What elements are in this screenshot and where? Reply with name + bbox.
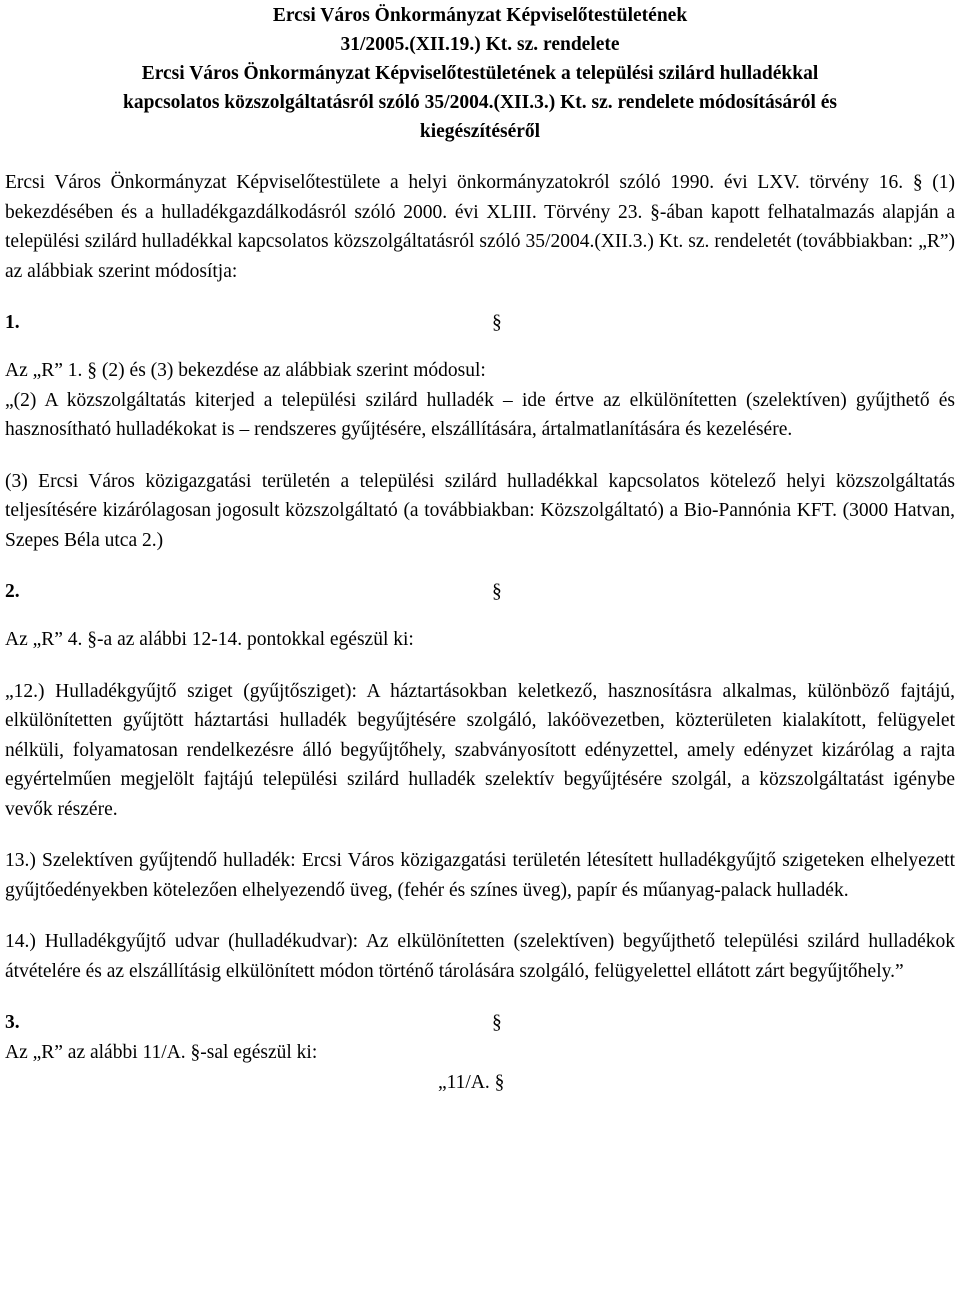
document-page	[5, 0, 955, 1098]
section-1-heading	[5, 308, 955, 338]
section-number: 2.	[5, 581, 20, 602]
title-line: 31/2005.(XII.19.) Kt. sz. rendelete	[340, 34, 620, 55]
amendment-paragraph: 13.) Szelektíven gyűjtendő hulladék: Ercsi Város közigazgatási területén létesített hulladékgyűjtő szigeteken elhelyezett gyűjtőedényekben kötelezően elhelyezendő üveg, (fehér és színes üveg), papír és műanyag-palack hulladék.	[5, 850, 955, 901]
section-lead: Az „R” 1. § (2) és (3) bekezdése az alábbiak szerint módosul:	[5, 360, 486, 381]
section-sign: §	[492, 1012, 502, 1033]
section-lead: Az „R” 4. §-a az alábbi 12-14. pontokkal egészül ki:	[5, 629, 414, 650]
amendment-paragraph: „12.) Hulladékgyűjtő sziget (gyűjtősziget): A háztartásokban keletkező, hasznosításra alkalmas, különböző fajtájú, elkülönítetten gyűjtött háztartási hulladék begyűjtésére szolgáló, lakóövezetben, közterületen kialakított, felügyelet nélküli, folyamatosan rendelkezésre álló begyűjtőhely, szabványosított edényzettel, amely edényzet kizárólag a rajta egyértelműen megjelölt fajtájú települési szilárd hulladék szelektív begyűjtésére szolgál, a közszolgáltatást igénybe vevők részére.	[5, 680, 955, 820]
section-number: 1.	[5, 312, 20, 333]
section-sign: §	[492, 581, 502, 602]
section-2-heading	[5, 577, 955, 607]
amendment-paragraph: (3) Ercsi Város közigazgatási területén a települési szilárd hulladékkal kapcsolatos kötelező helyi közszolgáltatás teljesítésére kizárólagosan jogosult közszolgáltató (a továbbiakban: Közszolgáltató) a Bio-Pannónia KFT. (3000 Hatvan, Szepes Béla utca 2.)	[5, 470, 955, 551]
amendment-paragraph: „(2) A közszolgáltatás kiterjed a települési szilárd hulladék – ide értve az elkülönítetten (szelektíven) gyűjthető és hasznosítható hulladékokat is – rendszeres gyűjtésére, elszállítására, ártalmatlanítására és kezelésére.	[5, 389, 955, 440]
title-line: kapcsolatos közszolgáltatásról szóló 35/2004.(XII.3.) Kt. sz. rendelete módosításáról és	[122, 92, 838, 113]
title-line: kiegészítéséről	[419, 121, 541, 142]
subsection-heading: „11/A. §	[438, 1071, 505, 1093]
document-title	[5, 0, 955, 146]
section-3-heading	[5, 1008, 955, 1038]
section-lead: Az „R” az alábbi 11/A. §-sal egészül ki:	[5, 1042, 318, 1063]
title-line: Ercsi Város Önkormányzat Képviselőtestületének	[272, 5, 688, 26]
section-number: 3.	[5, 1012, 20, 1033]
amendment-paragraph: 14.) Hulladékgyűjtő udvar (hulladékudvar): Az elkülönítetten (szelektíven) begyűjthető települési szilárd hulladékok átvételére és az elszállításig elkülönített módon történő tárolására szolgáló, felügyelettel ellátott zárt begyűjtőhely.”	[5, 931, 955, 982]
section-sign: §	[492, 312, 502, 333]
preamble-paragraph: Ercsi Város Önkormányzat Képviselőtestülete a helyi önkormányzatokról szóló 1990. évi LXV. törvény 16. § (1) bekezdésében és a hulladékgazdálkodásról szóló 2000. évi XLIII. Törvény 23. §-ában kapott felhatalmazás alapján a települési szilárd hulladékkal kapcsolatos közszolgáltatásról szóló 35/2004.(XII.3.) Kt. sz. rendeletét (továbbiakban: „R”) az alábbiak szerint módosítja:	[5, 172, 955, 282]
title-line: Ercsi Város Önkormányzat Képviselőtestületének a települési szilárd hulladékkal	[141, 63, 819, 84]
